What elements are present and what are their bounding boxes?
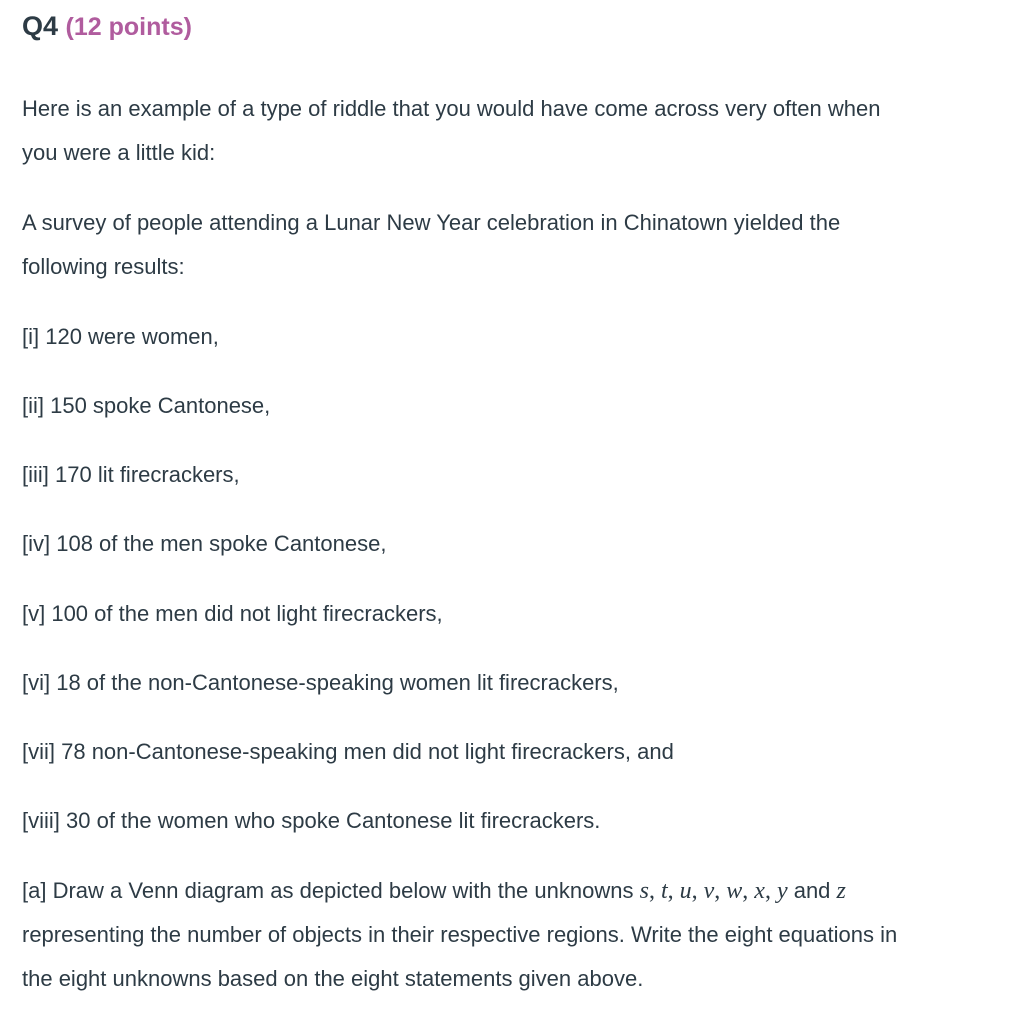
survey-line-1: A survey of people attending a Lunar New Year celebration in Chinatown yielded the — [22, 210, 841, 235]
part-a-prefix: [a] Draw a Venn diagram as depicted below with the unknowns — [22, 878, 640, 903]
var-w: w — [726, 878, 743, 904]
statement-v: [v] 100 of the men did not light firecrackers, — [22, 601, 443, 626]
question-title — [22, 10, 192, 43]
part-a-line-3: the eight unknowns based on the eight statements given above. — [22, 966, 644, 991]
statement-iv: [iv] 108 of the men spoke Cantonese, — [22, 531, 387, 556]
survey-line-2: following results: — [22, 254, 185, 279]
var-u: u — [679, 878, 692, 904]
var-v: v — [703, 878, 715, 904]
statement-vi: [vi] 18 of the non-Cantonese-speaking women lit firecrackers, — [22, 670, 619, 695]
statement-iii: [iii] 170 lit firecrackers, — [22, 462, 240, 487]
var-z: z — [836, 878, 846, 904]
intro-paragraph — [22, 87, 1012, 175]
part-a-line-2: representing the number of objects in their respective regions. Write the eight equations in — [22, 922, 898, 947]
part-a-paragraph: [a] Draw a Venn diagram as depicted below with the unknowns s, t, u, v, w, x, y and z representing the number of objects in their respective regions. Write the eight equations in the eight unknowns based on the eight statements given above. — [22, 878, 898, 991]
statement-vii: [vii] 78 non-Cantonese-speaking men did not light firecrackers, and — [22, 739, 674, 764]
question-points: (12 points) — [65, 13, 192, 41]
question-number: Q4 — [22, 11, 59, 41]
var-s: s — [639, 878, 649, 904]
survey-paragraph — [22, 201, 1012, 289]
statement-viii: [viii] 30 of the women who spoke Cantonese lit firecrackers. — [22, 808, 601, 833]
var-x: x — [754, 878, 765, 904]
statement-i: [i] 120 were women, — [22, 324, 219, 349]
statement-ii: [ii] 150 spoke Cantonese, — [22, 393, 271, 418]
and-word: and — [787, 878, 837, 903]
intro-line-1: Here is an example of a type of riddle that you would have come across very often when — [22, 96, 881, 121]
var-y: y — [776, 878, 788, 904]
var-t: t — [660, 878, 668, 904]
intro-line-2: you were a little kid: — [22, 140, 216, 165]
